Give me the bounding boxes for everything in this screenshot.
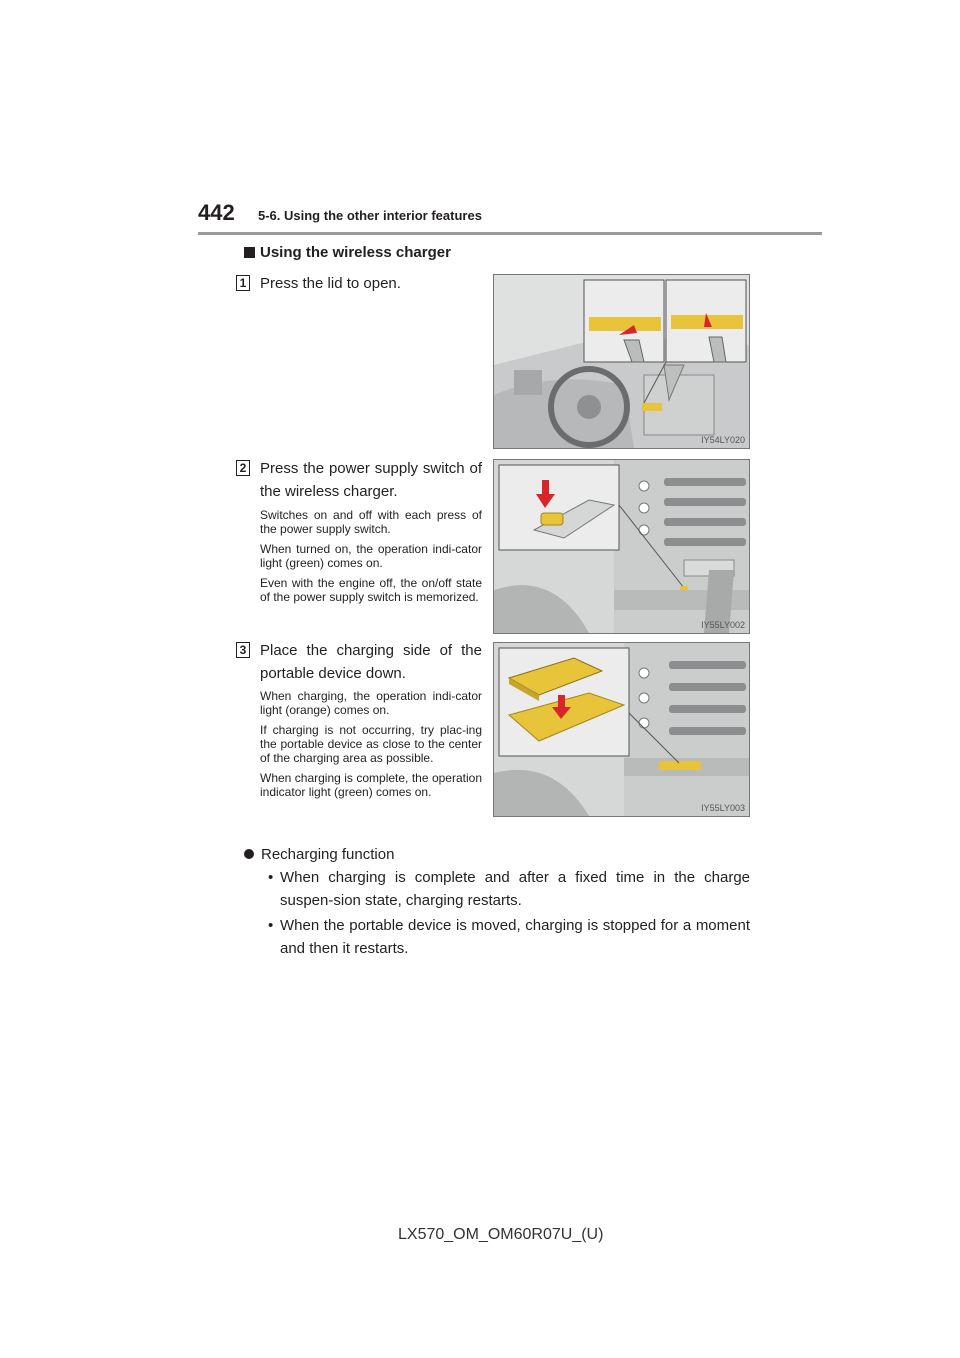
figure-place-device: [493, 642, 750, 817]
step-3-note: When charging, the operation indi-cator light (orange) comes on.: [260, 689, 482, 717]
step-3-note: When charging is complete, the operation indicator light (green) comes on.: [260, 771, 482, 799]
step-2-note: Even with the engine off, the on/off state of the power supply switch is memorized.: [260, 576, 482, 604]
step-2-note: Switches on and off with each press of the power supply switch.: [260, 508, 482, 536]
step-2-notes: [260, 508, 482, 610]
recharging-title-text: Recharging function: [261, 846, 395, 863]
step-number-3: 3: [236, 642, 250, 658]
step-number-2: 2: [236, 460, 250, 476]
figure-code-1: IY54LY020: [701, 435, 745, 445]
list-item: [268, 914, 750, 960]
section-title: 5-6. Using the other interior features: [258, 208, 482, 223]
step-1-title: Press the lid to open.: [260, 275, 401, 292]
step-2-note: When turned on, the operation indi-cator light (green) comes on.: [260, 542, 482, 570]
bullet-dot: •: [268, 869, 274, 886]
recharging-item: When the portable device is moved, charging is stopped for a moment and then it restarts.: [280, 917, 750, 957]
header-rule: [198, 232, 822, 235]
recharging-title: [244, 846, 394, 863]
recharging-list: [268, 866, 750, 960]
bullet-dot: •: [268, 917, 274, 934]
step-3-title: Place the charging side of the portable device down.: [260, 642, 482, 682]
figure-code-2: IY55LY002: [701, 620, 745, 630]
list-item: [268, 866, 750, 912]
square-bullet-icon: [244, 247, 255, 258]
figure-power-switch: [493, 459, 750, 634]
step-3-notes: [260, 689, 482, 805]
figure-open-lid: [493, 274, 750, 449]
page-number: 442: [198, 200, 235, 225]
heading: [244, 244, 451, 261]
recharging-item: When charging is complete and after a fixed time in the charge suspen-sion state, charging restarts.: [280, 869, 750, 909]
figure-code-3: IY55LY003: [701, 803, 745, 813]
step-3-note: If charging is not occurring, try plac-ing the portable device as close to the center of the charging area as possible.: [260, 723, 482, 765]
round-bullet-icon: [244, 849, 254, 859]
step-number-1: 1: [236, 275, 250, 291]
heading-text: Using the wireless charger: [260, 244, 451, 261]
step-2-title: Press the power supply switch of the wireless charger.: [260, 460, 482, 500]
footer-code: LX570_OM_OM60R07U_(U): [398, 1226, 604, 1243]
